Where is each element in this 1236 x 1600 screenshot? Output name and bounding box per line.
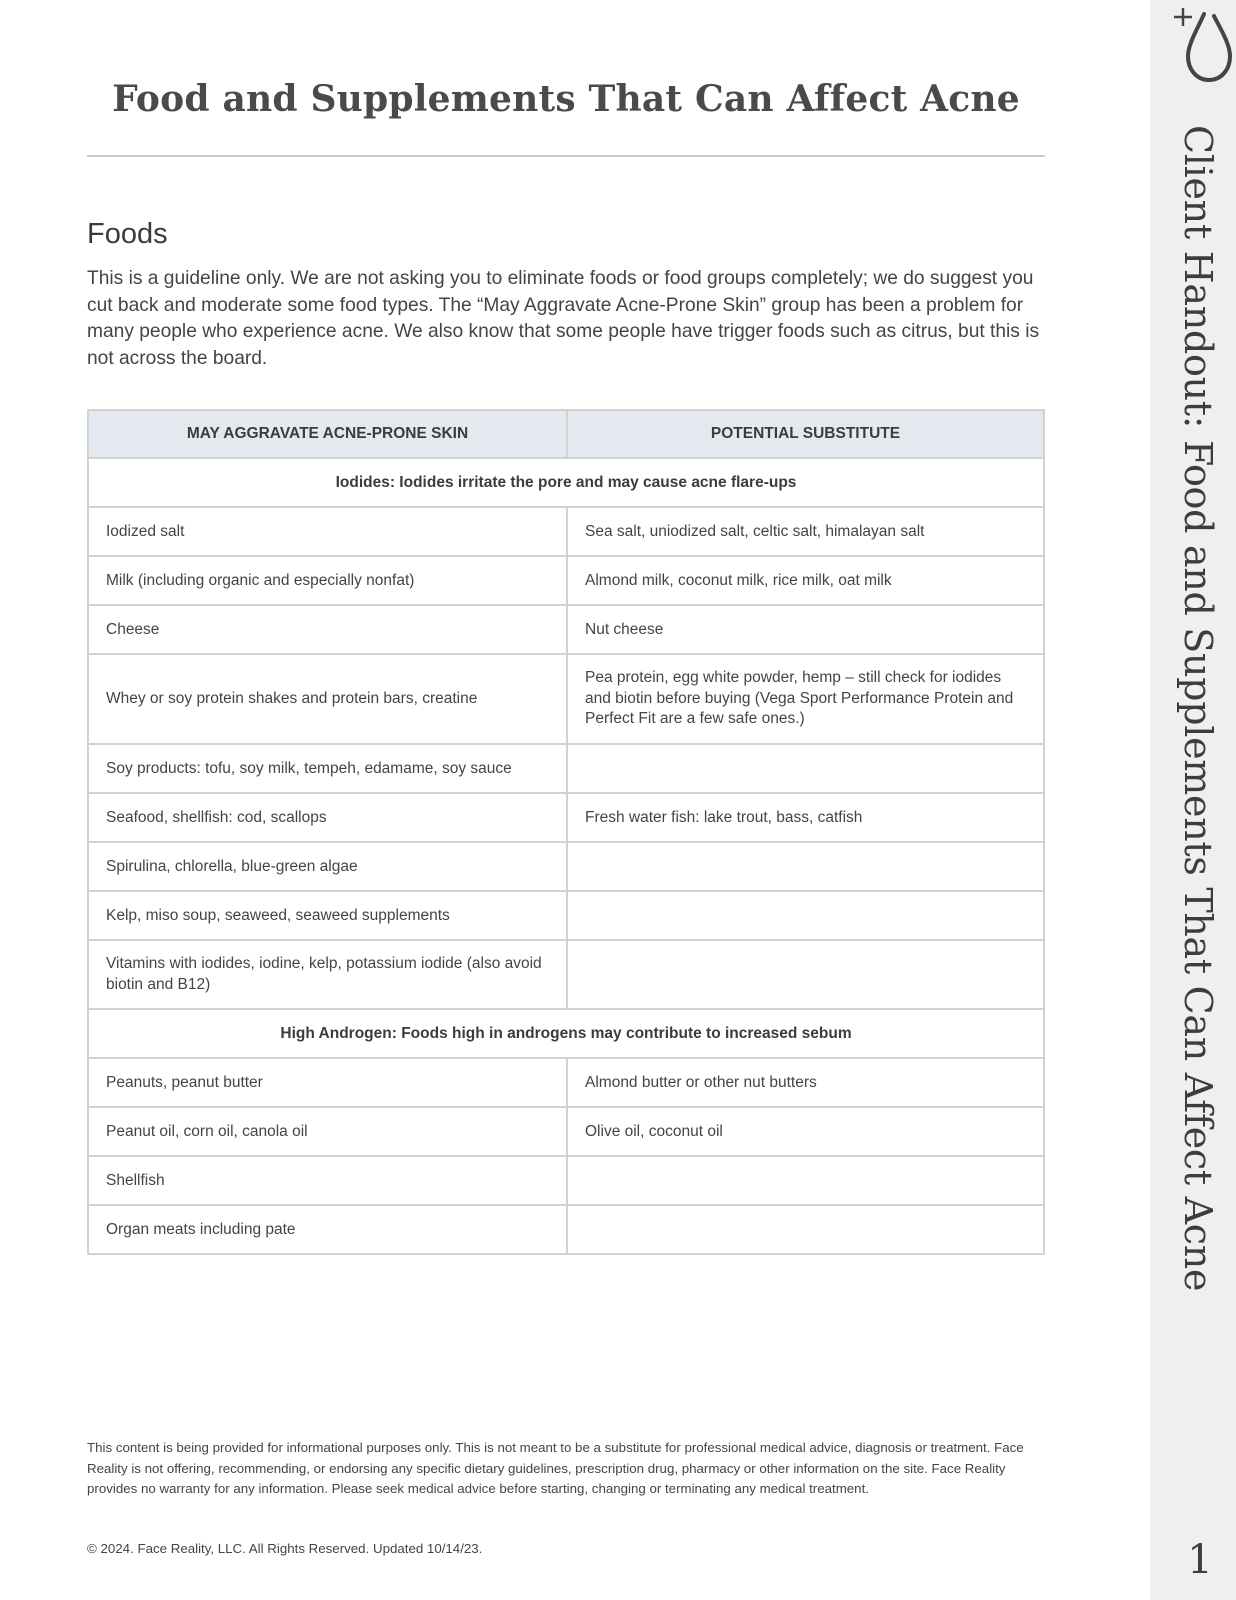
table-row [88, 605, 1044, 654]
table-row [88, 507, 1044, 556]
group-row-iodides [88, 458, 1044, 507]
substitute-food [567, 1205, 1044, 1254]
table-row [88, 793, 1044, 842]
table-row [88, 1107, 1044, 1156]
intro-paragraph: This is a guideline only. We are not asking you to eliminate foods or food groups completely; we do suggest you cut back and moderate some food types. The “May Aggravate Acne-Prone Skin” group has been a problem for many people who experience acne. We also know that some people have trigger foods such as citrus, but this is not across the board. [87, 268, 1040, 370]
group-row-androgen [88, 1009, 1044, 1058]
aggravating-food: Shellfish [88, 1156, 567, 1205]
group-label: Iodides: Iodides irritate the pore and may cause acne flare-ups [88, 458, 1044, 507]
table-row [88, 556, 1044, 605]
page-title: Food and Supplements That Can Affect Acne [112, 78, 1020, 120]
aggravating-food: Peanut oil, corn oil, canola oil [88, 1107, 567, 1156]
substitute-food: Olive oil, coconut oil [567, 1107, 1044, 1156]
drop-plus-icon [1168, 2, 1234, 86]
substitute-food [567, 891, 1044, 940]
food-substitute-table [87, 409, 1045, 1255]
sidebar-title: Client Handout: Food and Supplements That Can Affect Acne [1176, 125, 1220, 1292]
substitute-food [567, 1156, 1044, 1205]
title-divider [87, 155, 1045, 157]
table-row [88, 1058, 1044, 1107]
group-label: High Androgen: Foods high in androgens may contribute to increased sebum [88, 1009, 1044, 1058]
aggravating-food: Vitamins with iodides, iodine, kelp, potassium iodide (also avoid biotin and B12) [88, 940, 567, 1009]
aggravating-food: Seafood, shellfish: cod, scallops [88, 793, 567, 842]
aggravating-food: Cheese [88, 605, 567, 654]
section-heading: Foods [87, 218, 168, 250]
aggravating-food: Kelp, miso soup, seaweed, seaweed supplements [88, 891, 567, 940]
table-row [88, 940, 1044, 1009]
substitute-food: Sea salt, uniodized salt, celtic salt, himalayan salt [567, 507, 1044, 556]
aggravating-food: Spirulina, chlorella, blue-green algae [88, 842, 567, 891]
substitute-food: Fresh water fish: lake trout, bass, catfish [567, 793, 1044, 842]
aggravating-food: Organ meats including pate [88, 1205, 567, 1254]
table-row [88, 1156, 1044, 1205]
aggravating-food: Milk (including organic and especially nonfat) [88, 556, 567, 605]
table-row [88, 744, 1044, 793]
aggravating-food: Peanuts, peanut butter [88, 1058, 567, 1107]
table-row [88, 654, 1044, 744]
substitute-food [567, 940, 1044, 1009]
copyright-text: © 2024. Face Reality, LLC. All Rights Reserved. Updated 10/14/23. [87, 1541, 483, 1556]
header-aggravate: MAY AGGRAVATE ACNE-PRONE SKIN [88, 410, 567, 458]
aggravating-food: Whey or soy protein shakes and protein bars, creatine [88, 654, 567, 744]
disclaimer-text: This content is being provided for informational purposes only. This is not meant to be a substitute for professional medical advice, diagnosis or treatment. Face Reality is not offering, recommending, or endorsing any specific dietary guidelines, prescription drug, pharmacy or other information on the site. Face Reality provides no warranty for any information. Please seek medical advice before starting, changing or terminating any medical treatment. [87, 1440, 1024, 1496]
aggravating-food: Soy products: tofu, soy milk, tempeh, edamame, soy sauce [88, 744, 567, 793]
header-substitute: POTENTIAL SUBSTITUTE [567, 410, 1044, 458]
table-row [88, 1205, 1044, 1254]
table-row [88, 891, 1044, 940]
substitute-food [567, 842, 1044, 891]
substitute-food: Nut cheese [567, 605, 1044, 654]
aggravating-food: Iodized salt [88, 507, 567, 556]
substitute-food: Almond milk, coconut milk, rice milk, oat milk [567, 556, 1044, 605]
substitute-food: Almond butter or other nut butters [567, 1058, 1044, 1107]
table-row [88, 842, 1044, 891]
page-number: 1 [1187, 1537, 1213, 1583]
table-header-row [88, 410, 1044, 458]
substitute-food [567, 744, 1044, 793]
substitute-food: Pea protein, egg white powder, hemp – still check for iodides and biotin before buying (Vega Sport Performance Protein and Perfect Fit are a few safe ones.) [567, 654, 1044, 744]
